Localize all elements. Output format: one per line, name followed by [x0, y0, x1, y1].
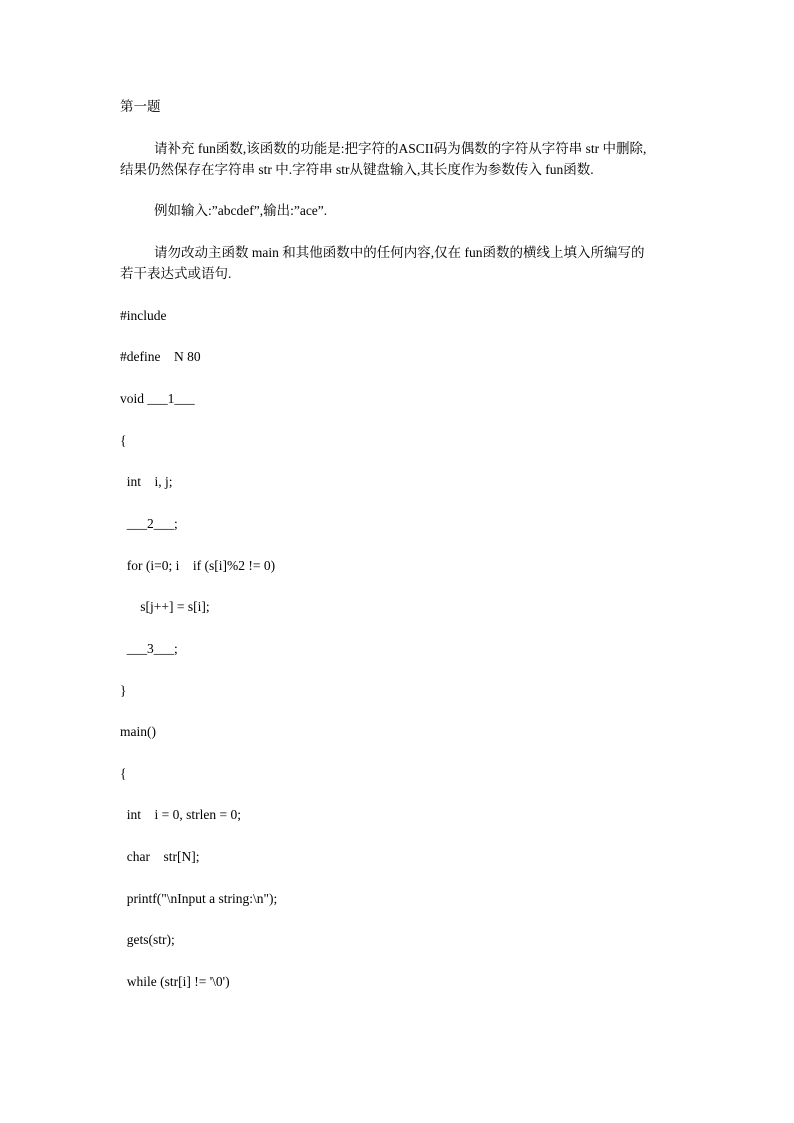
instruction-paragraph-line-1: 请勿改动主函数 main 和其他函数中的任何内容,仅在 fun函数的横线上填入所编写的 [154, 245, 645, 260]
problem-paragraph-line-2: 结果仍然保存在字符串 str 中.字符串 str从键盘输入,其长度作为参数传入 fun函数. [120, 162, 594, 177]
code-line: while (str[i] != '\0') [120, 974, 230, 989]
code-line: { [120, 766, 127, 781]
code-line: s[j++] = s[i]; [120, 599, 210, 614]
instruction-paragraph-line-2: 若干表达式或语句. [120, 266, 232, 281]
example-paragraph: 例如输入:”abcdef”,输出:”ace”. [154, 203, 328, 218]
code-line: char str[N]; [120, 849, 200, 864]
code-line: ___3___; [120, 641, 178, 656]
code-line: } [120, 683, 127, 698]
code-line: ___2___; [120, 516, 178, 531]
code-line: printf("\nInput a string:\n"); [120, 891, 278, 906]
code-line: int i = 0, strlen = 0; [120, 807, 241, 822]
page-title: 第一题 [120, 99, 161, 114]
code-line: { [120, 433, 127, 448]
code-line: #define N 80 [120, 349, 201, 364]
code-line: for (i=0; i if (s[i]%2 != 0) [120, 558, 276, 573]
code-line: main() [120, 724, 156, 739]
code-line: void ___1___ [120, 391, 195, 406]
code-line: int i, j; [120, 474, 173, 489]
problem-paragraph-line-1: 请补充 fun函数,该函数的功能是:把字符的ASCII码为偶数的字符从字符串 str 中删除, [154, 141, 647, 156]
code-line: gets(str); [120, 932, 175, 947]
code-line: #include [120, 308, 167, 323]
